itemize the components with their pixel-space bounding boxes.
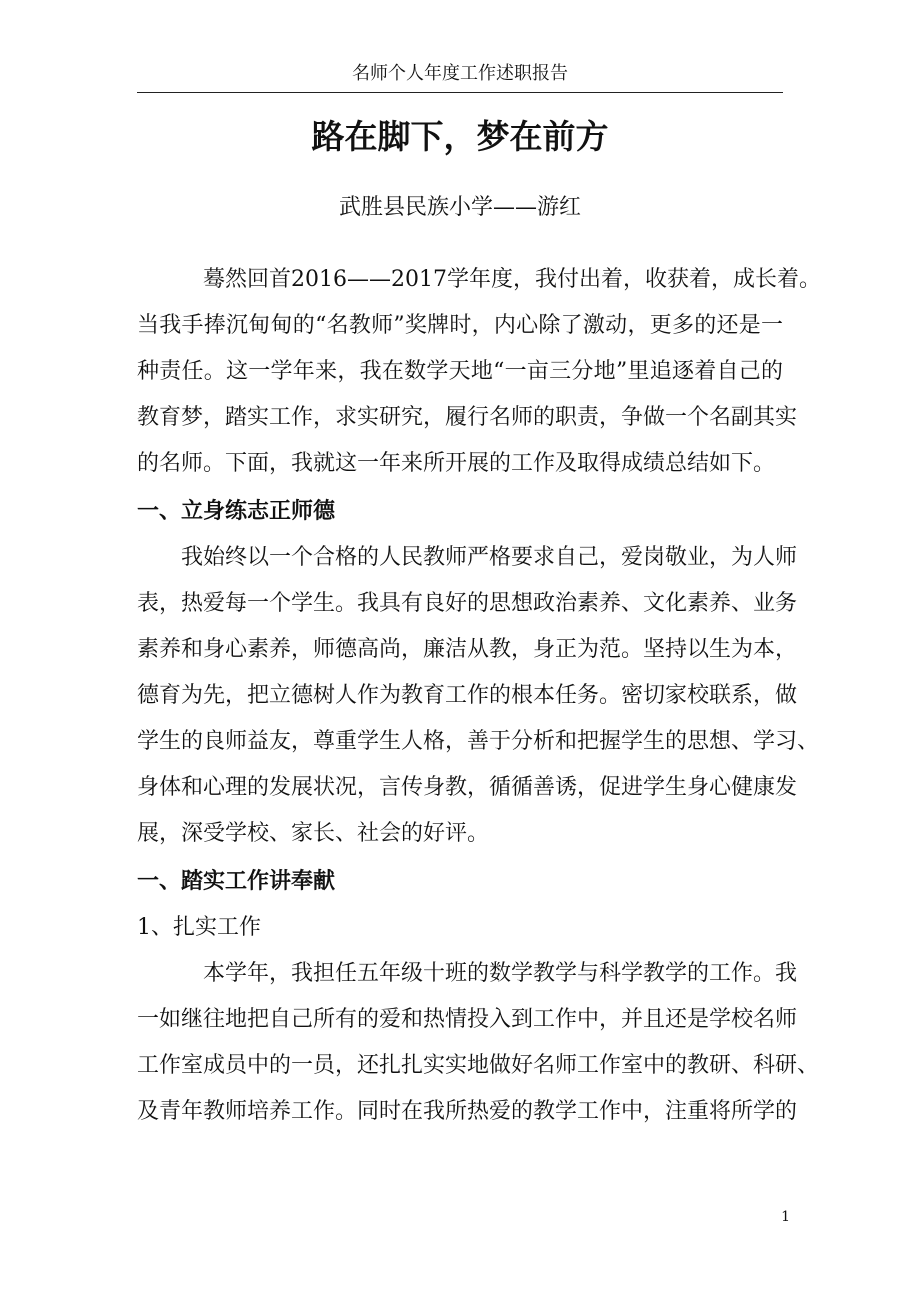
header-rule <box>137 92 783 93</box>
paragraph-line: 我始终以一个合格的人民教师严格要求自己，爱岗敬业，为人师 <box>181 545 798 570</box>
paragraph-line: 一如继往地把自己所有的爱和热情投入到工作中，并且还是学校名师 <box>137 1007 798 1032</box>
paragraph-line: 本学年，我担任五年级十班的数学教学与科学教学的工作。我 <box>203 961 798 986</box>
paragraph-line: 学生的良师益友，尊重学生人格，善于分析和把握学生的思想、学习、 <box>137 729 820 754</box>
paragraph-line: 展，深受学校、家长、社会的好评。 <box>137 821 490 846</box>
section-heading: 一、立身练志正师德 <box>137 499 336 524</box>
paragraph-line: 种责任。这一学年来，我在数学天地“一亩三分地”里追逐着自己的 <box>137 359 783 384</box>
section-heading: 一、踏实工作讲奉献 <box>137 869 336 894</box>
page-header: 名师个人年度工作述职报告 <box>352 63 568 84</box>
document-body <box>137 260 821 1138</box>
paragraph-line: 的名师。下面，我就这一年来所开展的工作及取得成绩总结如下。 <box>137 451 776 476</box>
page-number: 1 <box>781 1209 790 1225</box>
paragraph-line: 及青年教师培养工作。同时在我所热爱的教学工作中，注重将所学的 <box>137 1099 798 1124</box>
paragraph-line: 教育梦，踏实工作，求实研究，履行名师的职责，争做一个名副其实 <box>137 405 798 430</box>
paragraph-line: 工作室成员中的一员，还扎扎实实地做好名师工作室中的教研、科研、 <box>137 1053 820 1078</box>
paragraph-line: 表，热爱每一个学生。我具有良好的思想政治素养、文化素养、业务 <box>137 591 798 616</box>
paragraph-line: 素养和身心素养，师德高尚，廉洁从教，身正为范。坚持以生为本， <box>137 637 798 662</box>
document-title: 路在脚下，梦在前方 <box>311 117 609 156</box>
paragraph-line: 德育为先，把立德树人作为教育工作的根本任务。密切家校联系，做 <box>137 683 798 708</box>
subsection-heading: 1、扎实工作 <box>137 915 261 940</box>
paragraph-line: 身体和心理的发展状况，言传身教，循循善诱，促进学生身心健康发 <box>137 775 798 800</box>
paragraph-line: 当我手捧沉甸甸的“名教师”奖牌时，内心除了激动，更多的还是一 <box>137 313 783 338</box>
paragraph-line: 蓦然回首2016——2017学年度，我付出着，收获着，成长着。 <box>203 267 821 292</box>
document-subtitle: 武胜县民族小学——游红 <box>338 195 581 220</box>
